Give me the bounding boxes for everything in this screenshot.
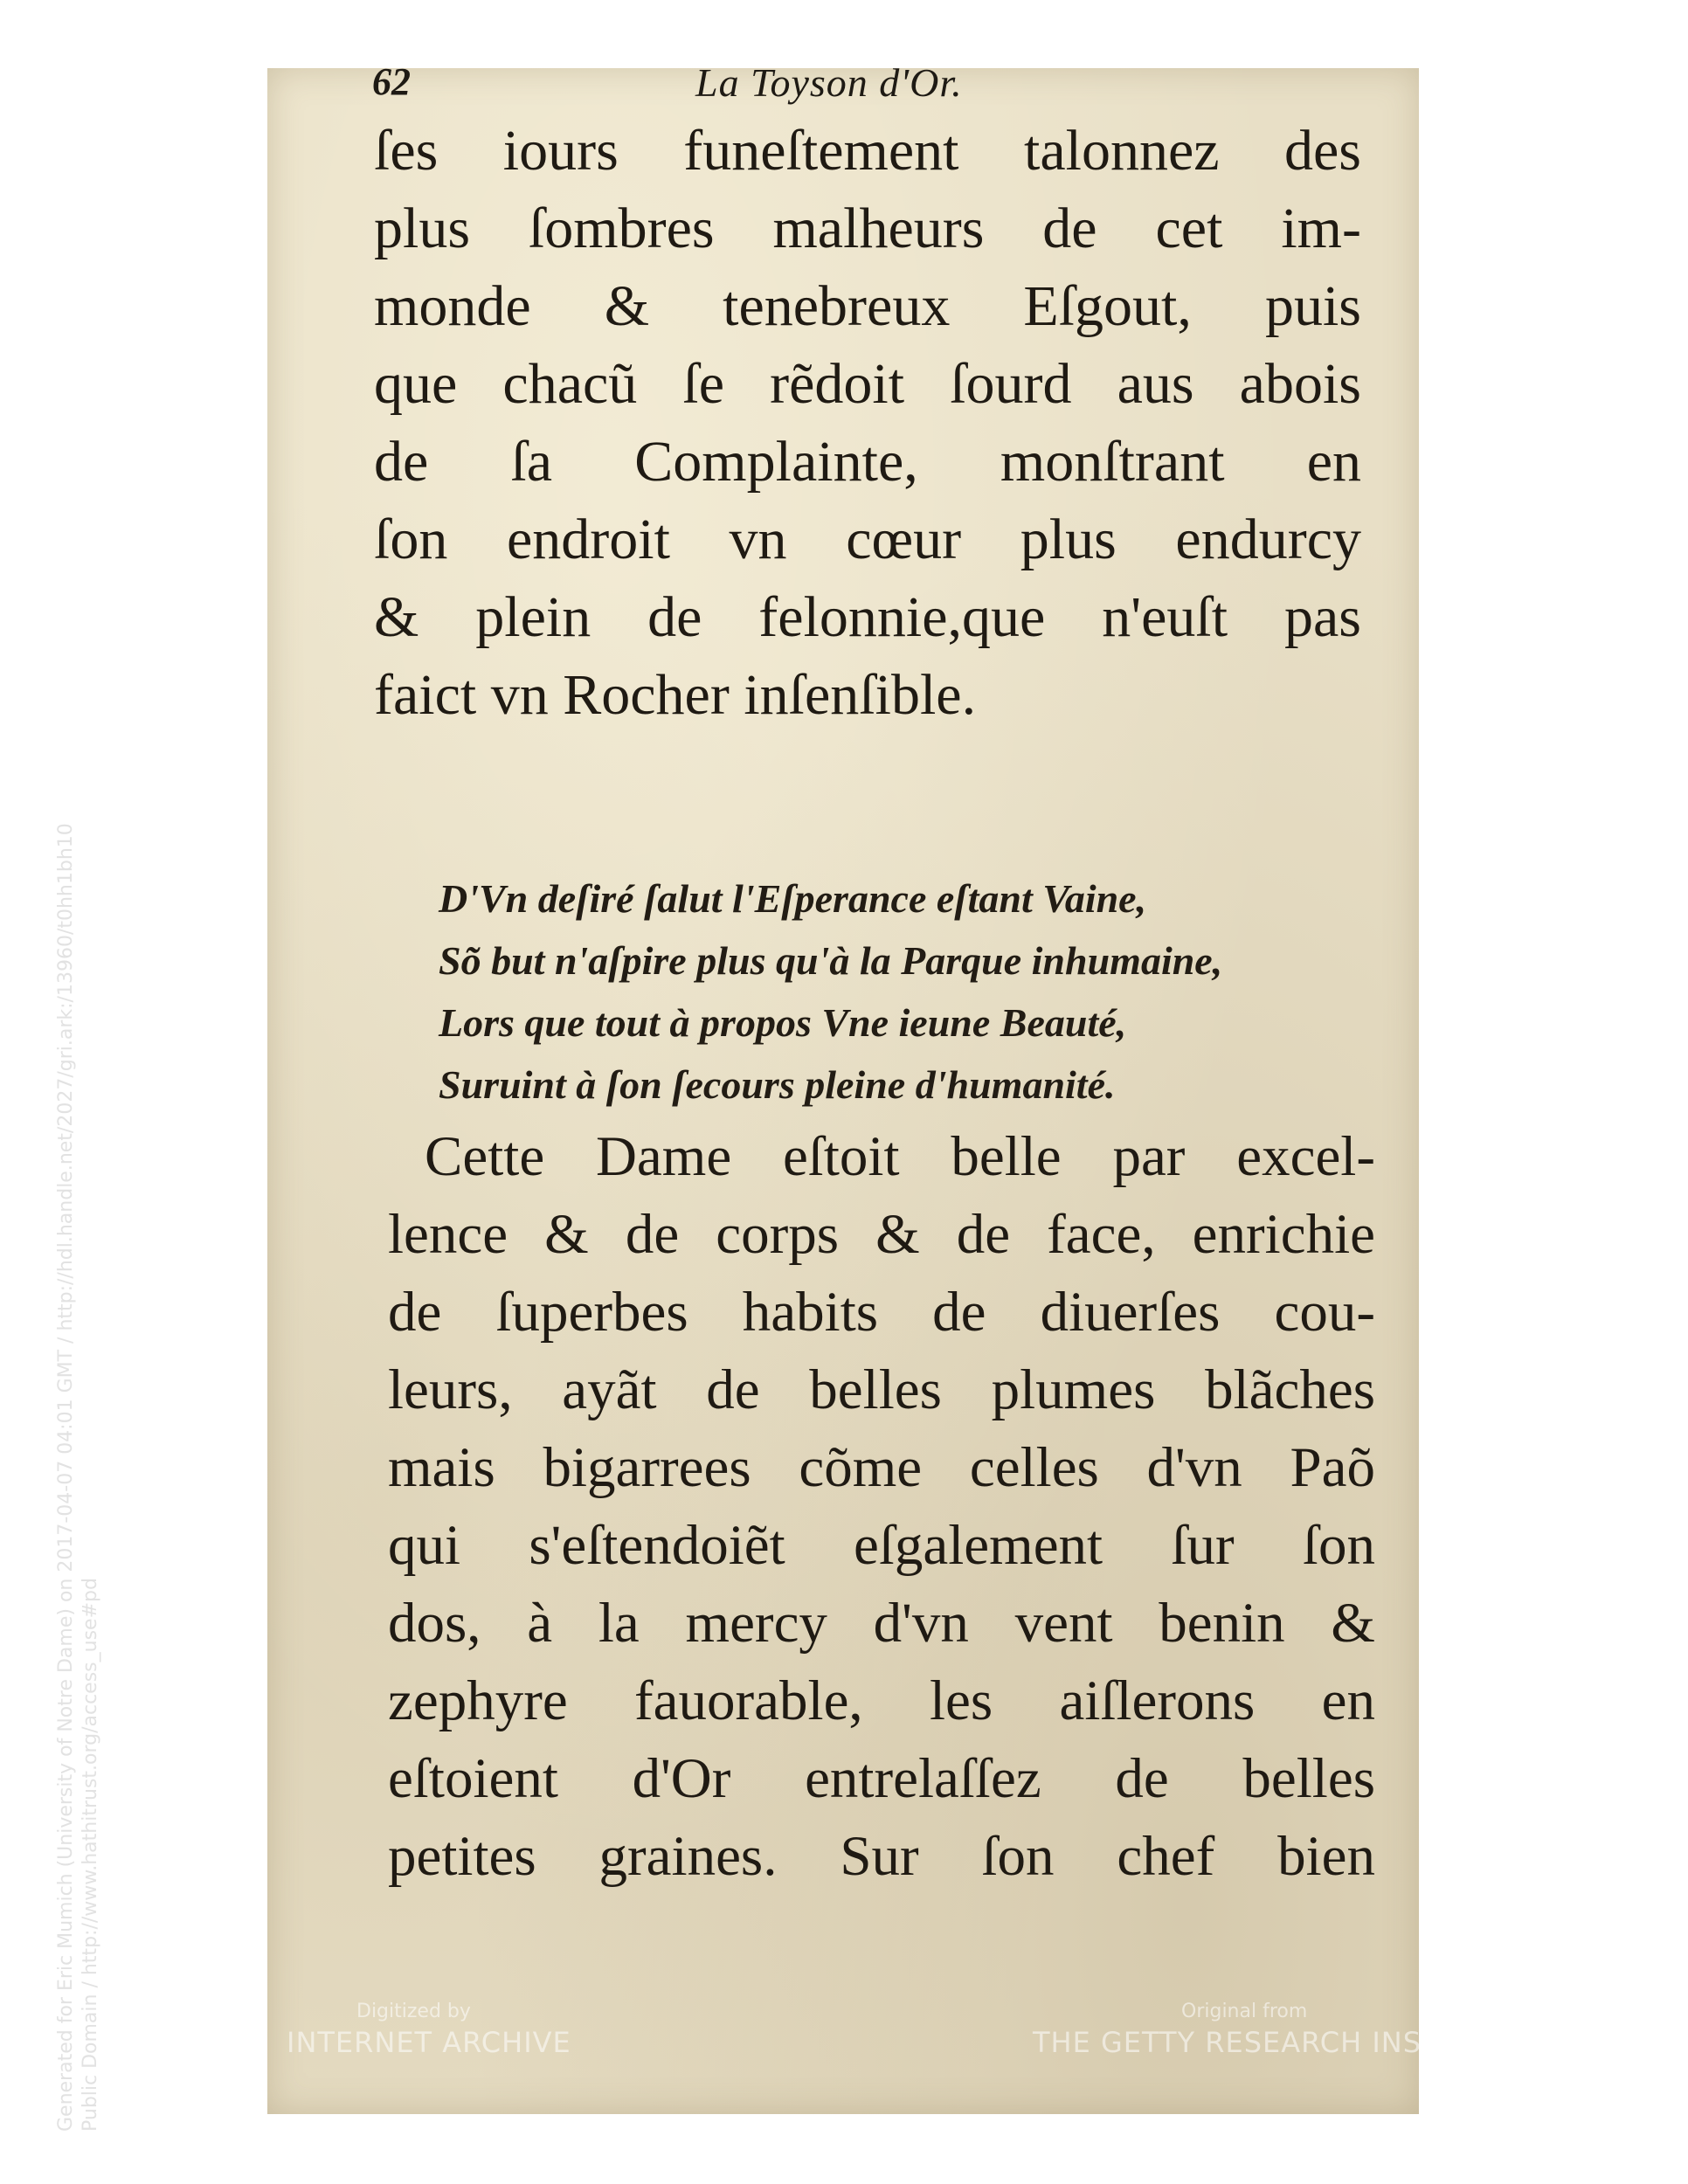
text-line: plus ſombres malheurs de cet im- bbox=[374, 197, 1361, 260]
running-title: La Toyson d'Or. bbox=[695, 68, 963, 105]
watermark-line: Public Domain / http://www.hathitrust.org/access_use#pd bbox=[80, 1578, 101, 2132]
text-line: & plein de felonnie,que n'euſt pas bbox=[374, 585, 1361, 649]
text-line: ſes iours funeſtement talonnez des bbox=[374, 119, 1361, 183]
internet-archive-logo-text: INTERNET ARCHIVE bbox=[287, 2026, 571, 2059]
text-line: ſon endroit vn cœur plus endurcy bbox=[374, 508, 1361, 571]
running-head bbox=[267, 68, 1419, 112]
text-line: zephyre fauorable, les aiſlerons en bbox=[388, 1669, 1375, 1732]
verse-line: Suruint à ſon ſecours pleine d'humanité. bbox=[439, 1062, 1116, 1107]
text-line: mais bigarrees cõme celles d'vn Paõ bbox=[388, 1436, 1375, 1499]
text-line: lence & de corps & de face, enrichie bbox=[388, 1203, 1375, 1266]
verse-quatrain bbox=[439, 867, 1373, 1116]
text-line: Cette Dame eſtoit belle par excel- bbox=[425, 1125, 1375, 1188]
text-line: petites graines. Sur ſon chef bien bbox=[388, 1825, 1375, 1888]
watermark-line: Generated for Eric Mumich (University of Notre Dame) on 2017-04-07 04:01 GMT / http://hdl.handle.net/2027/gri.ark:/13960/t0hh1bh10 bbox=[55, 823, 77, 2132]
original-from-label: Original from bbox=[1181, 2001, 1308, 2022]
text-line: qui s'eſtendoiẽt eſgalement ſur ſon bbox=[388, 1514, 1375, 1577]
verse-line: D'Vn deſiré ſalut l'Eſperance eſtant Vaine, bbox=[439, 876, 1147, 921]
getty-institute-logo-text: THE GETTY RESEARCH INSTITUTE bbox=[1033, 2026, 1525, 2059]
text-line: de ſa Complainte, monſtrant en bbox=[374, 430, 1361, 494]
digitized-by-label: Digitized by bbox=[356, 2001, 471, 2022]
text-line: de ſuperbes habits de diuerſes cou- bbox=[388, 1281, 1375, 1344]
text-line: monde & tenebreux Eſgout, puis bbox=[374, 274, 1361, 338]
paragraph-2 bbox=[388, 1118, 1375, 1896]
verse-line: Lors que tout à propos Vne ieune Beauté, bbox=[439, 1000, 1127, 1045]
page-number: 62 bbox=[372, 68, 411, 103]
text-line: dos, à la mercy d'vn vent benin & bbox=[388, 1592, 1375, 1655]
original-from-credit bbox=[1033, 1999, 1525, 2060]
text-line: que chacũ ſe rẽdoit ſourd aus abois bbox=[374, 352, 1361, 416]
text-line: eſtoient d'Or entrelaſſez de belles bbox=[388, 1747, 1375, 1810]
hathitrust-watermark bbox=[54, 823, 103, 2132]
text-line: faict vn Rocher inſenſible. bbox=[374, 663, 977, 727]
text-line: leurs, ayãt de belles plumes blãches bbox=[388, 1358, 1375, 1421]
book-page-scan bbox=[267, 68, 1419, 2114]
verse-line: Sõ but n'aſpire plus qu'à la Parque inhumaine, bbox=[439, 938, 1223, 983]
paragraph-1 bbox=[374, 112, 1361, 734]
digitized-by-credit bbox=[287, 1999, 571, 2060]
